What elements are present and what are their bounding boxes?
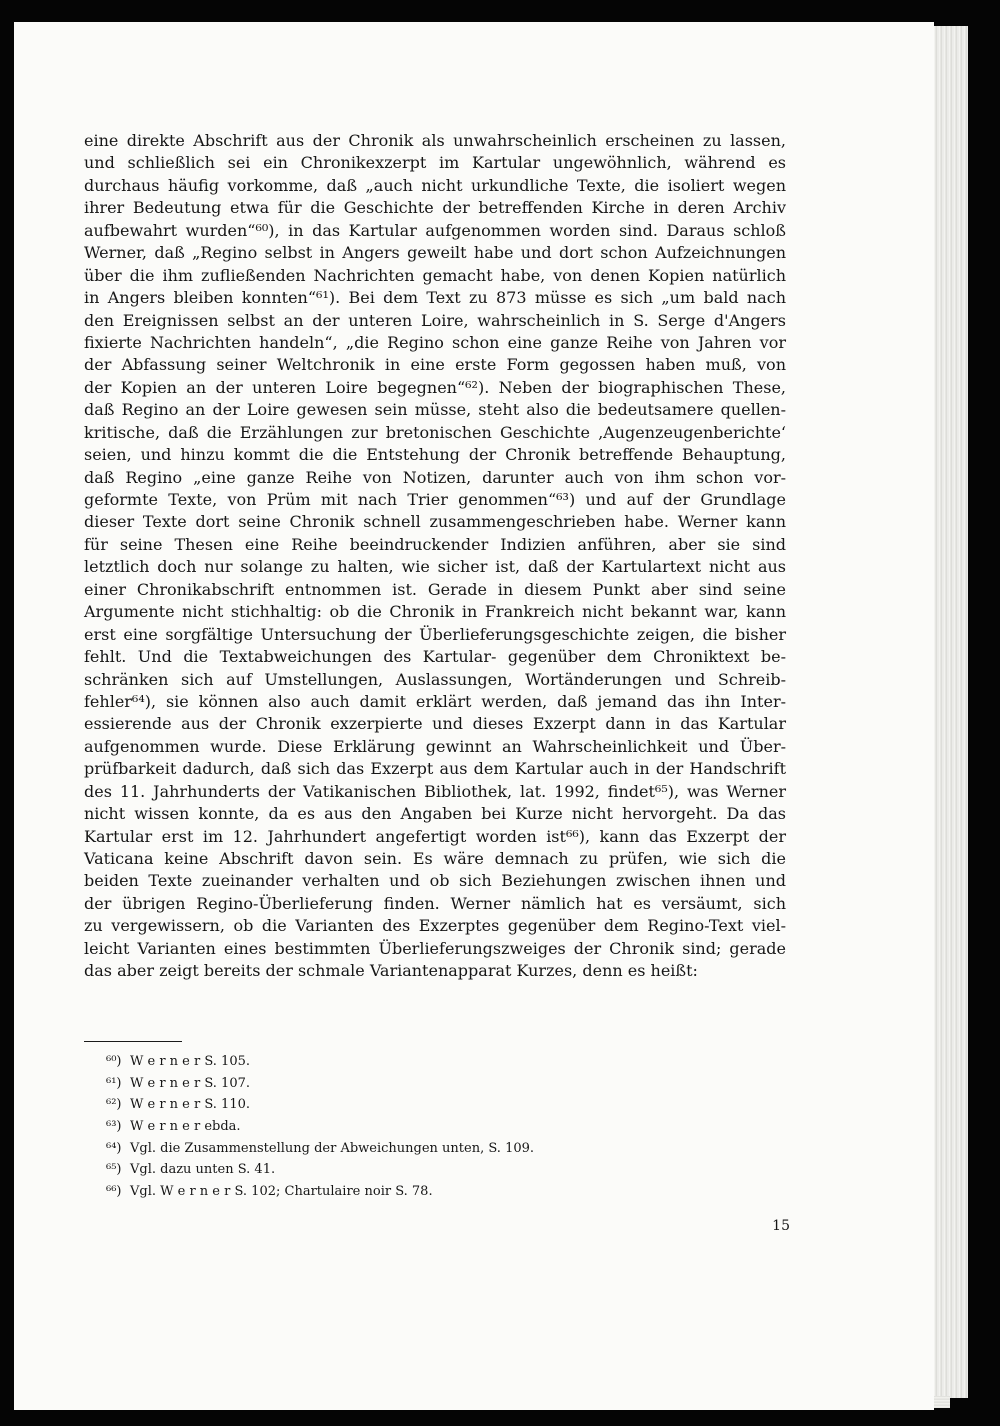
text-line: leicht Varianten eines bestimmten Überlieferungszweiges der Chronik sind; gerade — [84, 938, 786, 958]
text-line: der Kopien an der unteren Loire begegnen“⁶²). Neben der biographischen These, — [84, 377, 786, 397]
text-line: kritische, daß die Erzählungen zur bretonischen Geschichte ‚Augenzeugenberichte‘ — [84, 422, 786, 442]
text-line: der Abfassung seiner Weltchronik in eine erste Form gegossen haben muß, von — [84, 355, 786, 375]
text-line: eine direkte Abschrift aus der Chronik als unwahrscheinlich erscheinen zu lassen, — [84, 131, 786, 150]
text-line: essierende aus der Chronik exzerpierte und dieses Exzerpt dann in das Kartular — [84, 714, 786, 734]
text-line: für seine Thesen eine Reihe beeindruckender Indizien anführen, aber sie sind — [84, 534, 786, 554]
text-line: Argumente nicht stichhaltig: ob die Chronik in Frankreich nicht bekannt war, kann — [84, 602, 786, 622]
footnote — [106, 1181, 606, 1203]
text-line: fehler⁶⁴), sie können also auch damit erklärt werden, daß jemand das ihn Inter- — [84, 691, 786, 711]
text-line: und schließlich sei ein Chronikexzerpt im Kartular ungewöhnlich, während es — [84, 153, 786, 173]
text-line: daß Regino an der Loire gewesen sein müsse, steht also die bedeutsamere quellen- — [84, 400, 786, 420]
footnote-number: ⁶³) — [106, 1119, 122, 1135]
text-line: erst eine sorgfältige Untersuchung der Überlieferungsgeschichte zeigen, die bisher — [84, 624, 786, 644]
text-line: den Ereignissen selbst an der unteren Loire, wahrscheinlich in S. Serge d'Angers — [84, 310, 786, 330]
footnote-number: ⁶⁶) — [106, 1184, 122, 1200]
footnote — [106, 1159, 606, 1181]
body-text — [84, 130, 786, 983]
text-line: schränken sich auf Umstellungen, Auslassungen, Wortänderungen und Schreib- — [84, 669, 786, 689]
footnote-number: ⁶⁰) — [106, 1054, 122, 1069]
text-line: beiden Texte zueinander verhalten und ob sich Beziehungen zwischen ihnen und — [84, 871, 786, 891]
footnote-text: Vgl. die Zusammenstellung der Abweichungen unten, S. 109. — [130, 1140, 535, 1156]
text-line: daß Regino „eine ganze Reihe von Notizen, darunter auch von ihm schon vor- — [84, 467, 786, 487]
footnote-number: ⁶⁴) — [106, 1140, 122, 1156]
text-line: Werner, daß „Regino selbst in Angers geweilt habe und dort schon Aufzeichnungen — [84, 243, 786, 263]
page-number: 15 — [772, 1218, 790, 1234]
text-line: einer Chronikabschrift entnommen ist. Gerade in diesem Punkt aber sind seine — [84, 579, 786, 599]
footnote — [106, 1073, 606, 1095]
text-line: seien, und hinzu kommt die die Entstehung der Chronik betreffende Behauptung, — [84, 445, 786, 465]
text-line: fehlt. Und die Textabweichungen des Kartular- gegenüber dem Chroniktext be- — [84, 647, 786, 667]
text-line: Vaticana keine Abschrift davon sein. Es wäre demnach zu prüfen, wie sich die — [84, 849, 786, 868]
text-line: durchaus häufig vorkomme, daß „auch nicht urkundliche Texte, die isoliert wegen — [84, 175, 786, 195]
text-line: der übrigen Regino-Überlieferung finden. Werner nämlich hat es versäumt, sich — [84, 893, 786, 913]
text-line: nicht wissen konnte, da es aus den Angaben bei Kurze nicht hervorgeht. Da das — [84, 804, 786, 824]
footnote-rule — [84, 1041, 182, 1042]
text-line: letztlich doch nur solange zu halten, wie sicher ist, daß der Kartulartext nicht aus — [84, 557, 786, 577]
footnote-text: Vgl. dazu unten S. 41. — [130, 1162, 276, 1178]
text-line: aufgenommen wurde. Diese Erklärung gewinnt an Wahrscheinlichkeit und Über- — [84, 736, 786, 756]
text-line: Kartular erst im 12. Jahrhundert angefertigt worden ist⁶⁶), kann das Exzerpt der — [84, 826, 786, 846]
footnote-text: W e r n e r S. 105. — [130, 1054, 250, 1069]
text-line: prüfbarkeit dadurch, daß sich das Exzerpt aus dem Kartular auch in der Handschrift — [84, 759, 786, 779]
footnote — [106, 1138, 606, 1160]
text-line: dieser Texte dort seine Chronik schnell zusammengeschrieben habe. Werner kann — [84, 512, 786, 532]
footnote — [106, 1094, 606, 1116]
footnote-number: ⁶⁵) — [106, 1162, 122, 1178]
text-line: das aber zeigt bereits der schmale Variantenapparat Kurzes, denn es heißt: — [84, 961, 698, 981]
footnote-text: W e r n e r S. 107. — [130, 1075, 250, 1091]
text-line: aufbewahrt wurden“⁶⁰), in das Kartular aufgenommen worden sind. Daraus schloß — [84, 220, 786, 240]
footnote-number: ⁶²) — [106, 1097, 122, 1113]
page-stack-edges — [928, 26, 968, 1398]
footnote-text: W e r n e r ebda. — [130, 1119, 241, 1135]
footnote — [106, 1116, 606, 1138]
text-line: geformte Texte, von Prüm mit nach Trier genommen“⁶³) und auf der Grundlage — [84, 490, 786, 509]
footnotes — [106, 1051, 606, 1203]
footnote-text: Vgl. W e r n e r S. 102; Chartulaire noir S. 78. — [130, 1184, 433, 1200]
text-line: des 11. Jahrhunderts der Vatikanischen Bibliothek, lat. 1992, findet⁶⁵), was Werner — [84, 781, 786, 801]
text-line: in Angers bleiben konnten“⁶¹). Bei dem Text zu 873 müsse es sich „um bald nach — [84, 288, 786, 308]
footnote — [106, 1051, 606, 1073]
footnote-number: ⁶¹) — [106, 1075, 122, 1091]
text-line: zu vergewissern, ob die Varianten des Exzerptes gegenüber dem Regino-Text viel- — [84, 916, 786, 936]
text-line: ihrer Bedeutung etwa für die Geschichte der betreffenden Kirche in deren Archiv — [84, 198, 786, 218]
text-line: über die ihm zufließenden Nachrichten gemacht habe, von denen Kopien natürlich — [84, 265, 786, 285]
footnote-text: W e r n e r S. 110. — [130, 1097, 250, 1113]
text-line: fixierte Nachrichten handeln“, „die Regino schon eine ganze Reihe von Jahren vor — [84, 332, 786, 352]
